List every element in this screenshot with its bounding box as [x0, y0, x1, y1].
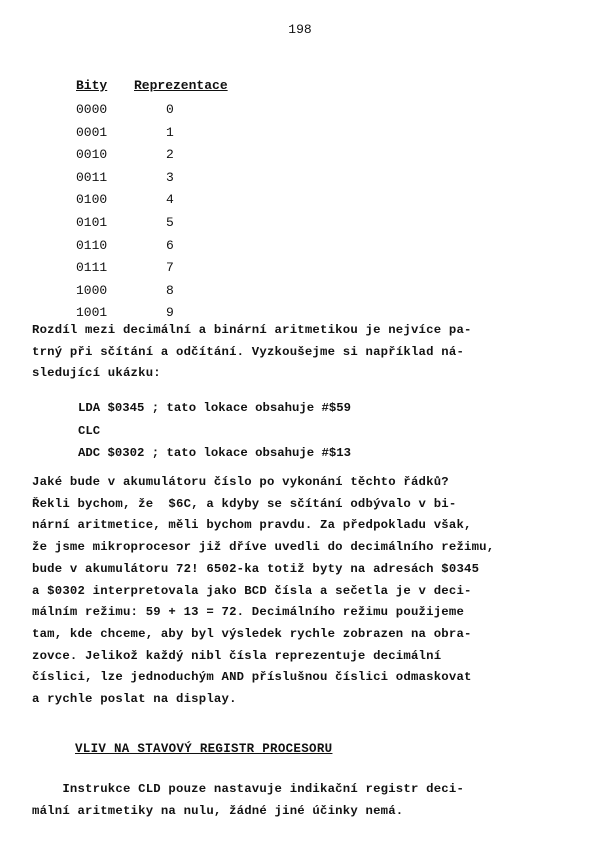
text-line: málním režimu: 59 + 13 = 72. Decimálního režimu použijeme [32, 605, 465, 620]
row-bits: 0110 [76, 237, 108, 253]
text-line: tam, kde chceme, aby byl výsledek rychle zobrazen na obra- [32, 626, 472, 641]
row-value: 9 [166, 305, 174, 321]
table-row [76, 280, 228, 303]
row-bits: 0010 [76, 147, 108, 163]
code-line: ADC $0302 ; tato lokace obsahuje #$13 [78, 446, 352, 460]
table-row [76, 167, 228, 190]
row-value: 4 [166, 192, 174, 208]
bits-representation-table [76, 78, 228, 325]
text-line: číslici, lze jednoduchým AND příslušnou číslici odmaskovat [32, 670, 472, 685]
text-line: a rychle poslat na display. [32, 692, 237, 707]
row-value: 2 [166, 147, 174, 163]
header-bits: Bity [76, 78, 108, 93]
text-line: Řekli bychom, že $6C, a kdyby se sčítání odbývalo v bi- [32, 496, 457, 511]
page-number: 198 [288, 22, 312, 37]
table-row [76, 212, 228, 235]
row-bits: 1001 [76, 305, 108, 321]
text-line: mální aritmetiky na nulu, žádné jiné účinky nemá. [32, 803, 404, 818]
text-line: že jsme mikroprocesor již dříve uvedli do decimálního režimu, [32, 540, 495, 555]
text-line: Jaké bude v akumulátoru číslo po vykonání těchto řádků? [32, 475, 449, 489]
code-example [78, 397, 351, 465]
text-line: Instrukce CLD pouze nastavuje indikační registr deci- [32, 782, 465, 796]
row-bits: 1000 [76, 282, 108, 298]
row-value: 1 [166, 124, 174, 140]
table-row [76, 144, 228, 167]
table-row [76, 99, 228, 122]
text-line: nární aritmetice, měli bychom pravdu. Za předpokladu však, [32, 518, 472, 533]
table-row [76, 122, 228, 145]
text-line: Rozdíl mezi decimální a binární aritmetikou je nejvíce pa- [32, 323, 472, 337]
row-value: 8 [166, 282, 174, 298]
text-line: trný při sčítání a odčítání. Vyzkoušejme si například ná- [32, 344, 465, 359]
code-line: LDA $0345 ; tato lokace obsahuje #$59 [78, 401, 352, 415]
header-representation: Reprezentace [134, 78, 228, 93]
row-bits: 0001 [76, 124, 108, 140]
text-line: a $0302 interpretovala jako BCD čísla a sečetla je v deci- [32, 583, 472, 598]
table-row [76, 235, 228, 258]
text-line: zovce. Jelikož každý nibl čísla reprezentuje decimální [32, 648, 442, 663]
paragraph-explanation [32, 472, 562, 711]
paragraph-intro [32, 320, 562, 385]
row-value: 0 [166, 102, 174, 117]
row-bits: 0111 [76, 260, 108, 276]
row-value: 3 [166, 169, 174, 185]
text-line: sledující ukázku: [32, 366, 161, 381]
code-line: CLC [78, 423, 101, 438]
text-line: bude v akumulátoru 72! 6502-ka totiž byty na adresách $0345 [32, 561, 480, 576]
table-header [76, 78, 228, 93]
section-heading: VLIV NA STAVOVÝ REGISTR PROCESORU [75, 742, 333, 756]
row-value: 6 [166, 237, 174, 253]
row-bits: 0101 [76, 214, 108, 230]
paragraph-cld [32, 779, 562, 822]
table-row [76, 189, 228, 212]
row-bits: 0000 [76, 102, 108, 117]
row-value: 7 [166, 260, 174, 276]
table-row [76, 257, 228, 280]
row-value: 5 [166, 214, 174, 230]
row-bits: 0011 [76, 169, 108, 185]
row-bits: 0100 [76, 192, 108, 208]
